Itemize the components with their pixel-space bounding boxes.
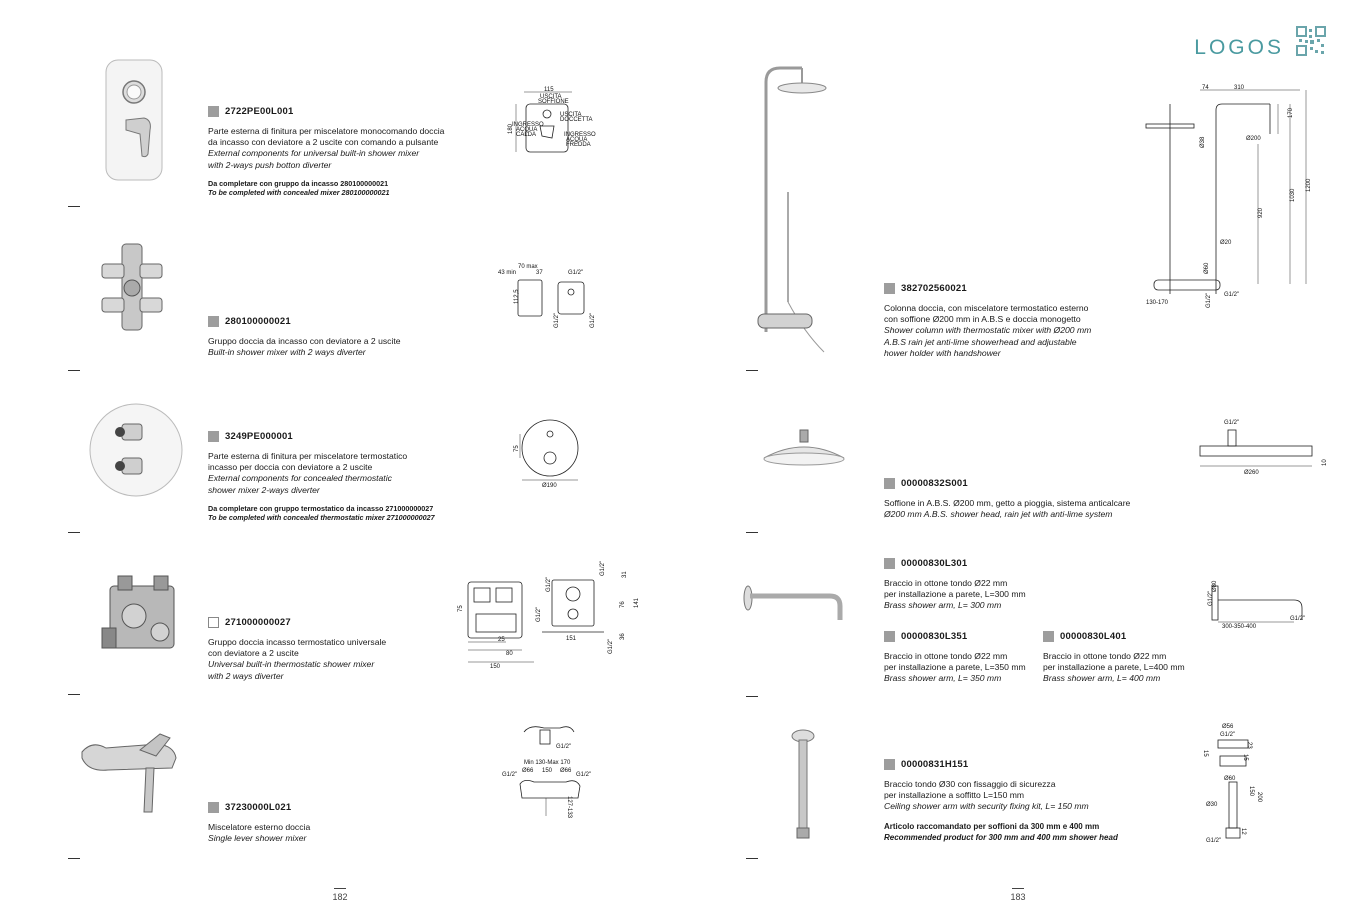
desc-it-line: incasso per doccia con deviatore a 2 uscite [208, 462, 373, 473]
qr-code-icon[interactable] [1296, 26, 1326, 56]
desc-en-line: Shower column with thermostatic mixer with Ø200 mm [884, 325, 1092, 336]
note-it: Articolo raccomandato per soffioni da 300 mm e 400 mm [884, 821, 1100, 831]
product-00000830L351 [884, 631, 1044, 685]
page-number-right: 183 [998, 888, 1038, 902]
product-photo-shower-head [762, 428, 846, 472]
product-code: 00000831H151 [901, 759, 969, 770]
dim-g12-bottom: G1/2" [1206, 838, 1222, 844]
color-swatch [208, 431, 219, 442]
desc-en-line: Brass shower arm, L= 350 mm [884, 673, 1002, 684]
dim-1030: 1030 [1290, 188, 1296, 202]
technical-drawing-shower-head [1194, 416, 1334, 480]
dim-g12-left: G1/2" [502, 772, 518, 778]
desc-en-line: External components for concealed thermostatic [208, 473, 392, 484]
product-photo-builtin-mixer-body [98, 238, 168, 338]
product-382702560021 [884, 283, 1134, 359]
desc-it-line: per installazione a parete, L=400 mm [1043, 662, 1185, 673]
desc-en-line: Single lever shower mixer [208, 833, 307, 844]
label-cold-in: INGRESSO [564, 132, 596, 138]
desc-en-line: with 2 ways diverter [208, 670, 284, 681]
product-00000830L301 [884, 558, 1084, 612]
label-hot-in-2: ACQUA [516, 127, 538, 133]
product-photo-exposed-mixer [78, 728, 182, 818]
product-code: 00000830L301 [901, 558, 968, 569]
section-divider [746, 532, 758, 533]
label-outlet-shower-2: SOFFIONE [538, 99, 569, 105]
product-37230000L021 [208, 802, 488, 844]
dim-width: 115 [544, 87, 554, 93]
dim-15-a: 15 [1202, 750, 1208, 757]
brand-title: LOGOS [1194, 36, 1284, 59]
dim-height: 180 [508, 123, 514, 134]
dim-60: Ø60 [1224, 776, 1236, 782]
dim-127-133: 127-133 [566, 796, 572, 819]
section-divider [746, 858, 758, 859]
dim-g12-top: G1/2" [556, 744, 572, 750]
desc-it-line: Colonna doccia, con miscelatore termostatico esterno [884, 303, 1089, 313]
desc-it-line: per installazione a parete, L=300 mm [884, 589, 1026, 600]
product-00000831H151 [884, 759, 1184, 843]
product-code: 00000830L401 [1060, 631, 1127, 642]
label-outlet-hand-2: DOCCETTA [560, 117, 593, 123]
desc-en-line: Brass shower arm, L= 400 mm [1043, 673, 1161, 684]
dim-300-350-400: 300-350-400 [1222, 624, 1257, 630]
color-swatch [884, 283, 895, 294]
dim-g12-a: G1/2" [1224, 292, 1240, 298]
desc-en-line: Universal built-in thermostatic shower mixer [208, 659, 375, 670]
dim-200: Ø200 [1246, 136, 1261, 142]
product-code: 271000000027 [225, 617, 291, 628]
dim-38: Ø38 [1200, 136, 1206, 148]
product-00000830L401 [1043, 631, 1203, 685]
dim-g12-a: G1/2" [546, 576, 552, 592]
dim-g12-top: G1/2" [568, 270, 584, 276]
dim-66-right: Ø66 [560, 768, 572, 774]
color-swatch [208, 316, 219, 327]
section-divider [68, 858, 80, 859]
desc-it-line: Braccio tondo Ø30 con fissaggio di sicurezza [884, 779, 1056, 789]
desc-it-line: per installazione a parete, L=350 mm [884, 662, 1026, 673]
dim-g12-b: G1/2" [1206, 292, 1212, 308]
dim-151: 151 [566, 636, 577, 642]
dim-200: 200 [1256, 792, 1262, 803]
dim-310: 310 [1234, 85, 1245, 91]
product-3249PE000001 [208, 431, 498, 523]
product-code: 280100000021 [225, 316, 291, 327]
desc-it-line: con soffione Ø200 mm in A.B.S e doccia monogetto [884, 314, 1081, 325]
desc-en-line: A.B.S rain jet anti-lime showerhead and adjustable [884, 336, 1077, 347]
section-divider [68, 694, 80, 695]
dim-75: 75 [458, 605, 464, 612]
product-code: 00000832S001 [901, 478, 968, 489]
product-2722PE00L001 [208, 106, 488, 198]
dim-190: Ø190 [542, 483, 557, 489]
desc-it-line: Gruppo doccia incasso termostatico universale [208, 637, 387, 647]
product-00000832S001 [884, 478, 1184, 520]
desc-en-line: shower mixer 2-ways diverter [208, 484, 320, 495]
dim-g12-a: G1/2" [1208, 590, 1214, 606]
section-divider [68, 370, 80, 371]
dim-43min: 43 min [498, 270, 517, 276]
dim-56: Ø56 [1222, 724, 1234, 730]
color-swatch [884, 631, 895, 642]
color-swatch [208, 617, 219, 628]
desc-en-line: hower holder with handshower [884, 347, 1001, 358]
technical-drawing-push-mixer [502, 86, 594, 156]
dim-1200: 1200 [1306, 178, 1312, 192]
label-hot-in-3: CALDA [516, 132, 537, 138]
dim-150: 150 [542, 768, 553, 774]
section-divider [68, 532, 80, 533]
dim-80: 80 [506, 651, 513, 657]
dim-60: Ø60 [1204, 262, 1210, 274]
dim-75: 75 [514, 445, 520, 452]
note-it: Da completare con gruppo da incasso 280100000021 [208, 178, 389, 188]
note-en: Recommended product for 300 mm and 400 mm shower head [884, 832, 1118, 842]
technical-drawing-thermostatic-body [454, 560, 640, 670]
product-code: 3249PE000001 [225, 431, 293, 442]
dim-31: 31 [622, 571, 628, 578]
dim-80: Ø80 [1212, 580, 1218, 592]
dim-g12: G1/2" [1224, 420, 1240, 426]
desc-en-line: Ø200 mm A.B.S. shower head, rain jet with anti-lime system [884, 509, 1113, 520]
product-code: 00000830L351 [901, 631, 968, 642]
color-swatch [208, 106, 219, 117]
note-en: To be completed with concealed thermostatic mixer 271000000027 [208, 513, 435, 523]
desc-it-line: Parte esterna di finitura per miscelatore termostatico [208, 451, 408, 461]
dim-170: 170 [1288, 107, 1294, 118]
desc-en-line: Built-in shower mixer with 2 ways diverter [208, 347, 366, 358]
page-number-left: 182 [320, 888, 360, 902]
dim-12: 12 [1240, 828, 1246, 835]
product-271000000027 [208, 617, 488, 682]
dim-37: 37 [536, 270, 543, 276]
dim-g12-left: G1/2" [554, 312, 560, 328]
product-photo-ceiling-arm [790, 728, 816, 840]
dim-23: 23 [1246, 742, 1252, 749]
desc-it-line: Gruppo doccia da incasso con deviatore a 2 uscite [208, 336, 401, 346]
desc-en-line: External components for universal built-in shower mixer [208, 148, 420, 159]
desc-it-line: Soffione in A.B.S. Ø200 mm, getto a pioggia, sistema anticalcare [884, 498, 1131, 508]
label-cold-in-2: ACQUA [566, 137, 588, 143]
dim-g12-b: G1/2" [536, 606, 542, 622]
dim-150: 150 [1248, 786, 1254, 797]
technical-drawing-builtin-mixer [496, 262, 600, 332]
note-it: Da completare con gruppo termostatico da incasso 271000000027 [208, 503, 434, 513]
dim-15-b: 15 [1242, 754, 1248, 761]
product-photo-shower-column [754, 62, 838, 360]
dim-g12-right: G1/2" [590, 312, 596, 328]
dim-min-max: Min 130-Max 170 [524, 760, 571, 766]
product-photo-wall-arm [740, 584, 848, 624]
product-code: 2722PE00L001 [225, 106, 294, 117]
dim-66-left: Ø66 [522, 768, 534, 774]
color-swatch [208, 802, 219, 813]
color-swatch [884, 759, 895, 770]
product-photo-thermostatic-plate [88, 402, 184, 498]
dim-70max: 70 max [518, 264, 538, 270]
dim-260: Ø260 [1244, 470, 1259, 476]
technical-drawing-thermostatic-plate [510, 414, 590, 490]
desc-en-line: Brass shower arm, L= 300 mm [884, 600, 1002, 611]
dim-130-170: 130-170 [1146, 300, 1169, 306]
dim-150: 150 [490, 664, 501, 670]
dim-g12-bottom: G1/2" [608, 638, 614, 654]
note-en: To be completed with concealed mixer 280100000021 [208, 188, 390, 198]
color-swatch [1043, 631, 1054, 642]
color-swatch [884, 478, 895, 489]
technical-drawing-ceiling-arm [1204, 722, 1274, 846]
dim-76: 76 [620, 601, 626, 608]
product-photo-thermostatic-body [98, 572, 186, 664]
desc-it-line: Braccio in ottone tondo Ø22 mm [884, 651, 1008, 661]
desc-it-line: Miscelatore esterno doccia [208, 822, 311, 832]
dim-141: 141 [634, 597, 640, 608]
color-swatch [884, 558, 895, 569]
technical-drawing-exposed-mixer [500, 720, 604, 820]
product-photo-push-mixer-plate [104, 58, 164, 183]
dim-10: 10 [1322, 459, 1328, 466]
dim-30: Ø30 [1206, 802, 1218, 808]
product-code: 382702560021 [901, 283, 967, 294]
section-divider [68, 206, 80, 207]
desc-it-line: Braccio in ottone tondo Ø22 mm [884, 578, 1008, 588]
dim-74: 74 [1202, 85, 1209, 91]
dim-g12-right: G1/2" [576, 772, 592, 778]
dim-112-5: 112,5 [514, 289, 520, 304]
desc-en-line: with 2-ways push botton diverter [208, 159, 332, 170]
product-code: 37230000L021 [225, 802, 292, 813]
label-outlet-hand: USCITA [560, 112, 582, 118]
desc-en-line: Ceiling shower arm with security fixing kit, L= 150 mm [884, 801, 1089, 812]
label-outlet-shower: USCITA [540, 94, 562, 100]
dim-g12-top: G1/2" [1220, 732, 1236, 738]
desc-it-line: per installazione a soffitto L=150 mm [884, 790, 1025, 801]
dim-g12-b: G1/2" [1290, 616, 1306, 622]
dim-20: Ø20 [1220, 240, 1232, 246]
right-page [678, 0, 1356, 920]
dim-920: 920 [1258, 207, 1264, 218]
dim-g12-top: G1/2" [600, 560, 606, 576]
label-hot-in: INGRESSO [512, 122, 544, 128]
technical-drawing-wall-arm [1198, 580, 1318, 632]
dim-25: 25 [498, 637, 505, 643]
section-divider [746, 370, 758, 371]
desc-it-line: Parte esterna di finitura per miscelatore monocomando doccia [208, 126, 445, 136]
desc-it-line: con deviatore a 2 uscite [208, 648, 299, 659]
section-divider [746, 696, 758, 697]
technical-drawing-shower-column [1140, 84, 1310, 314]
product-280100000021 [208, 316, 488, 358]
dim-36: 36 [620, 633, 626, 640]
desc-it-line: Braccio in ottone tondo Ø22 mm [1043, 651, 1167, 661]
desc-it-line: da incasso con deviatore a 2 uscite con comando a pulsante [208, 137, 439, 148]
label-cold-in-3: FREDDA [566, 142, 591, 148]
